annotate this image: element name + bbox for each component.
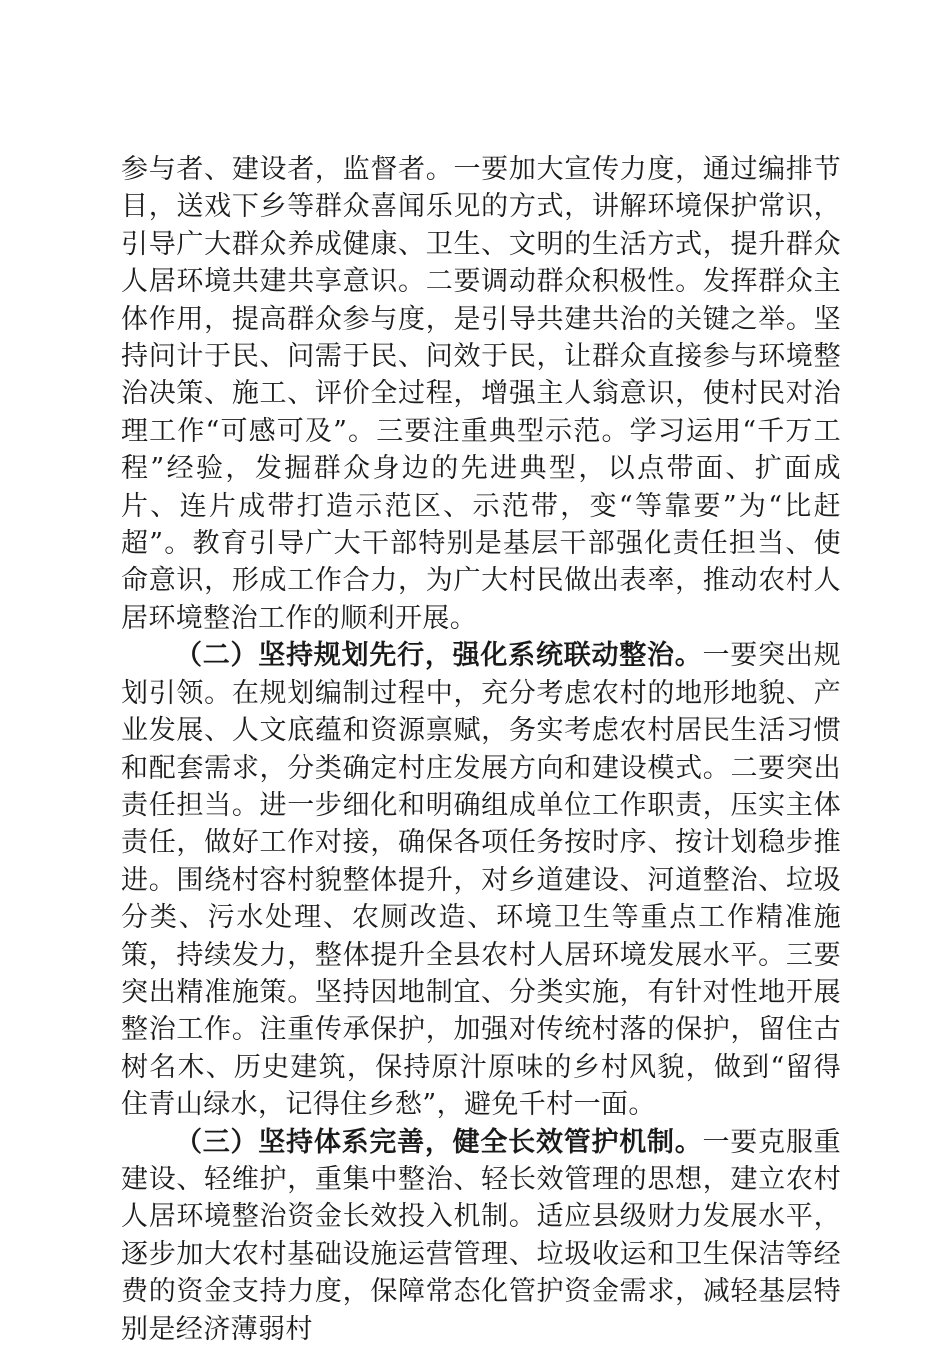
paragraph-1-body: 参与者、建设者，监督者。一要加大宣传力度，通过编排节目，送戏下乡等群众喜闻乐见的方式，讲解环境保护常识，引导广大群众养成健康、卫生、文明的生活方式，提升群众人居环境共建共享意识。二要调动群众积极性。发挥群众主体作用，提高群众参与度，是引导共建共治的关键之举。坚持问计于民、问需于民、问效于民，让群众直接参与环境整治决策、施工、评价全过程，增强主人翁意识，使村民对治理工作“可感可及”。三要注重典型示范。学习运用“千万工程”经验，发掘群众身边的先进典型，以点带面、扩面成片、连片成带打造示范区、示范带，变“等靠要”为“比赶超”。教育引导广大干部特别是基层干部强化责任担当、使命意识，形成工作合力，为广大村民做出表率，推动农村人居环境整治工作的顺利开展。 (121, 154, 841, 634)
document-page (121, 151, 841, 1348)
paragraph-3-body: 一要克服重建设、轻维护，重集中整治、轻长效管理的思想，建立农村人居环境整治资金长效投入机制。适应县级财力发展水平，逐步加大农村基础设施运营管理、垃圾收运和卫生保洁等经费的资金支持力度，保障常态化管护资金需求，减轻基层特别是经济薄弱村 (121, 1126, 841, 1345)
paragraph-2-heading: （二）坚持规划先行，强化系统联动整治。 (175, 640, 703, 672)
paragraph-1 (121, 151, 841, 637)
paragraph-3-heading: （三）坚持体系完善，健全长效管护机制。 (175, 1126, 703, 1158)
paragraph-2-body: 一要突出规划引领。在规划编制过程中，充分考虑农村的地形地貌、产业发展、人文底蕴和资源禀赋，务实考虑农村居民生活习惯和配套需求，分类确定村庄发展方向和建设模式。二要突出责任担当。进一步细化和明确组成单位工作职责，压实主体责任，做好工作对接，确保各项任务按时序、按计划稳步推进。围绕村容村貌整体提升，对乡道建设、河道整治、垃圾分类、污水处理、农厕改造、环境卫生等重点工作精准施策，持续发力，整体提升全县农村人居环境发展水平。三要突出精准施策。坚持因地制宜、分类实施，有针对性地开展整治工作。注重传承保护，加强对传统村落的保护，留住古树名木、历史建筑，保持原汁原味的乡村风貌，做到“留得住青山绿水，记得住乡愁”，避免千村一面。 (121, 640, 841, 1121)
paragraph-2 (121, 637, 841, 1123)
paragraph-3 (121, 1124, 841, 1348)
